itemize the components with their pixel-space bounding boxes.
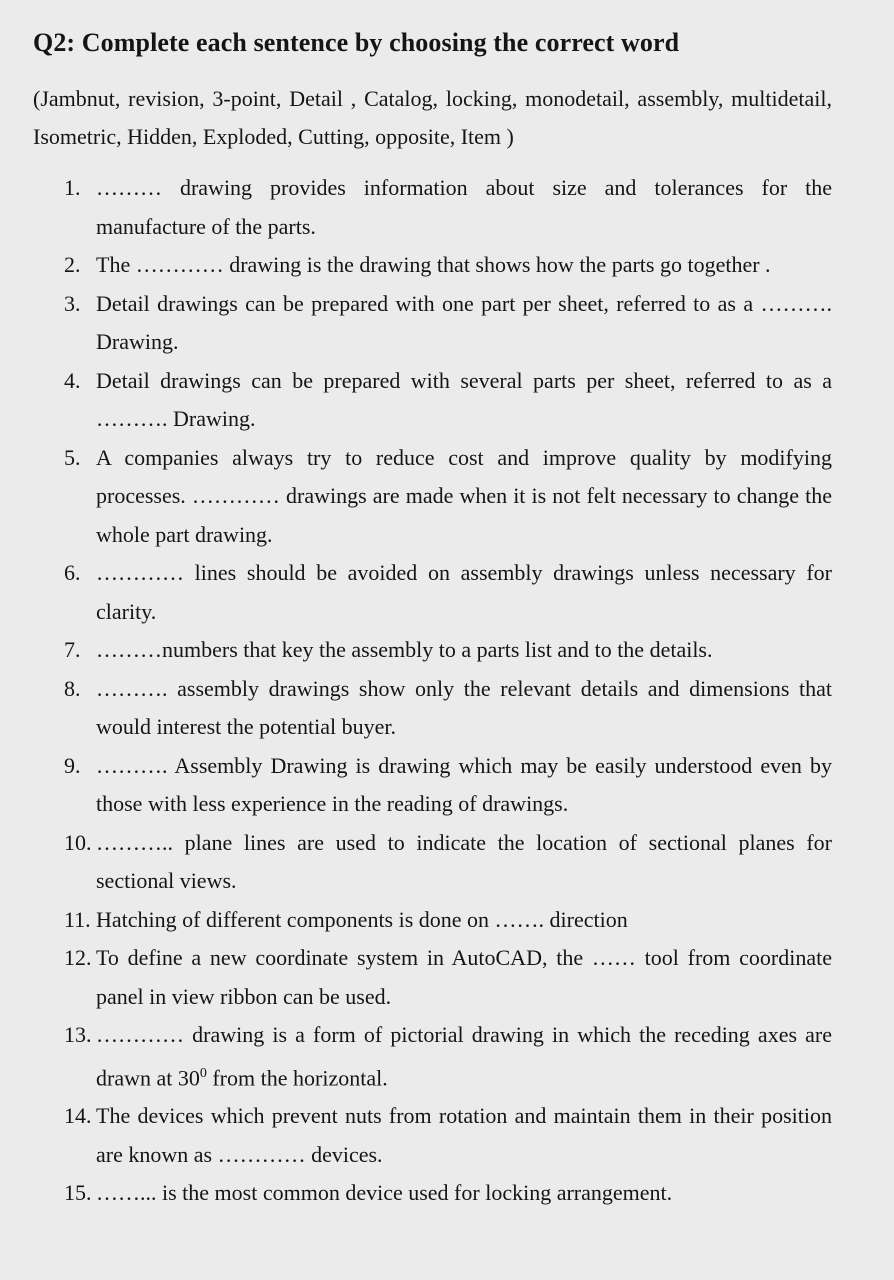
item-number: 9.	[64, 752, 81, 778]
item-text: To define a new coordinate system in AutoCAD, the …… tool from coordinate panel in view ribbon can be used.	[96, 945, 832, 1009]
sentence-item-8	[33, 670, 832, 747]
item-text-part-2: from the horizontal.	[206, 1064, 388, 1090]
item-number: 1.	[64, 175, 81, 200]
item-text: ………numbers that key the assembly to a parts list and to the details.	[96, 637, 713, 662]
item-number: 10.	[64, 829, 92, 855]
sentence-item-5	[33, 439, 832, 555]
item-text-part-1: ………… drawing is a form of pictorial drawing in which the receding axes are drawn at 30	[96, 1022, 832, 1090]
item-text: ……….. plane lines are used to indicate the location of sectional planes for sectional views.	[96, 829, 832, 893]
sentence-item-4	[33, 362, 832, 439]
item-number: 2.	[64, 252, 81, 277]
sentence-item-2	[33, 246, 832, 285]
item-number: 8.	[64, 675, 81, 701]
word-bank: (Jambnut, revision, 3-point, Detail , Catalog, locking, monodetail, assembly, multidetail, Isometric, Hidden, Exploded, Cutting, opposite, Item )	[33, 86, 832, 149]
item-number: 13.	[64, 1022, 92, 1047]
item-text: ………. assembly drawings show only the relevant details and dimensions that would interest the potential buyer.	[96, 675, 832, 739]
item-number: 11.	[64, 906, 91, 932]
item-text: Detail drawings can be prepared with several parts per sheet, referred to as a ………. Drawing.	[96, 367, 832, 431]
item-number: 5.	[64, 444, 81, 470]
sentence-item-11	[33, 901, 832, 940]
sentence-item-13	[33, 1016, 832, 1097]
item-number: 15.	[64, 1180, 92, 1206]
item-text: The devices which prevent nuts from rotation and maintain them in their position are known as ………… devices.	[96, 1103, 832, 1167]
item-number: 6.	[64, 560, 81, 585]
item-text: Hatching of different components is done on ……. direction	[96, 906, 628, 932]
item-text	[96, 1016, 832, 1097]
item-number: 12.	[64, 945, 92, 970]
question-title: Q2: Complete each sentence by choosing the correct word	[33, 28, 680, 57]
sentence-list	[33, 169, 832, 1213]
sentence-item-7	[33, 631, 832, 670]
item-number: 14.	[64, 1103, 92, 1129]
item-text: The ………… drawing is the drawing that shows how the parts go together .	[96, 252, 771, 277]
item-number: 7.	[64, 637, 81, 662]
sentence-item-10	[33, 824, 832, 901]
item-text: ………. Assembly Drawing is drawing which may be easily understood even by those with less experience in the reading of drawings.	[96, 752, 832, 816]
item-text: Detail drawings can be prepared with one part per sheet, referred to as a ………. Drawing.	[96, 290, 832, 354]
item-text: A companies always try to reduce cost and improve quality by modifying processes. ………… drawings are made when it is not felt necessary to change the whole part drawing.	[96, 444, 832, 547]
sentence-item-1	[33, 169, 832, 246]
item-text: ……… drawing provides information about size and tolerances for the manufacture of the parts.	[96, 175, 832, 239]
item-number: 4.	[64, 367, 81, 393]
item-text: ……... is the most common device used for locking arrangement.	[96, 1180, 673, 1206]
sentence-item-3	[33, 285, 832, 362]
sentence-item-6	[33, 554, 832, 631]
item-number: 3.	[64, 290, 81, 316]
degree-superscript: 0	[199, 1065, 207, 1081]
sentence-item-9	[33, 747, 832, 824]
sentence-item-12	[33, 939, 832, 1016]
sentence-item-15	[33, 1174, 832, 1213]
sentence-item-14	[33, 1097, 832, 1174]
item-text: ………… lines should be avoided on assembly drawings unless necessary for clarity.	[96, 560, 832, 624]
